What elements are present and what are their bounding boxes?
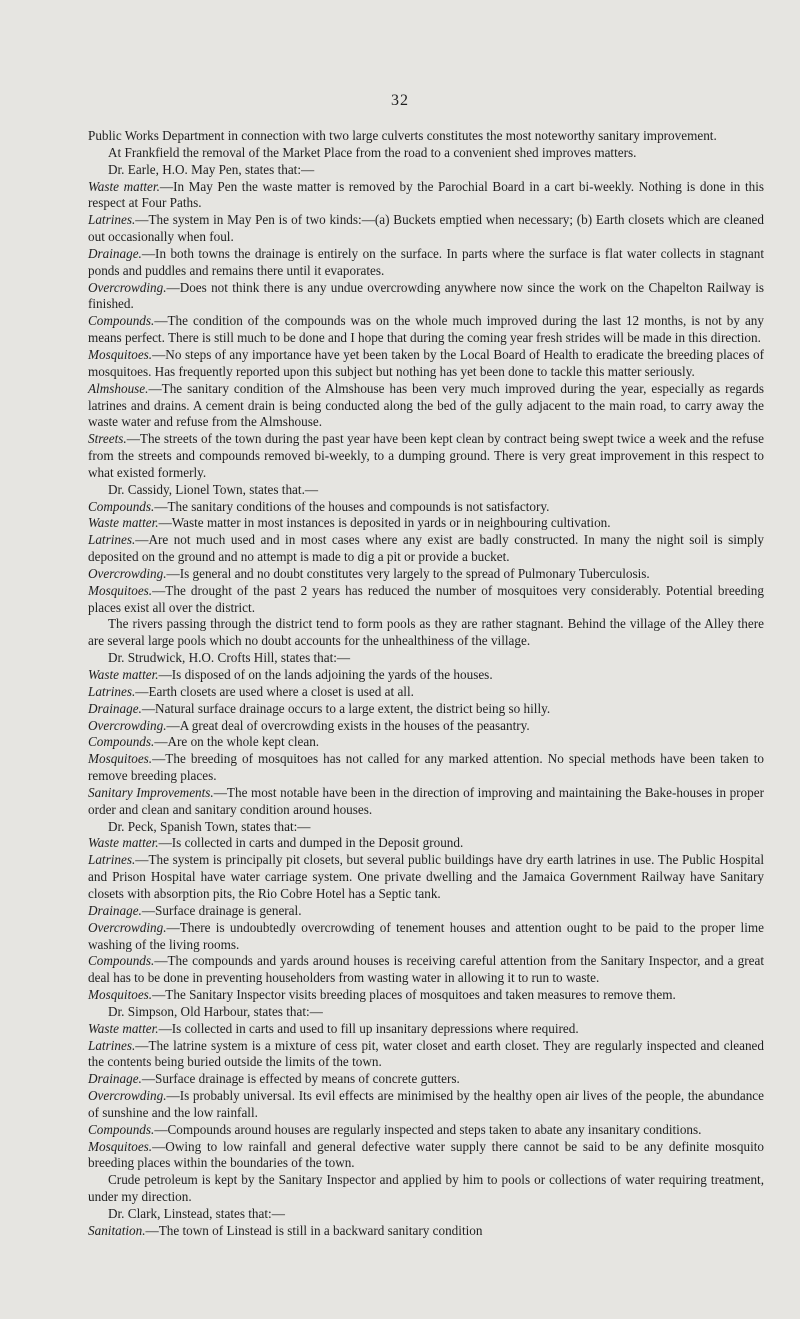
section-heading: Mosquitoes. <box>88 582 153 598</box>
paragraph <box>88 751 764 785</box>
paragraph-text: —The compounds and yards around houses is receiving careful attention from the Sanitary Inspector, and a great deal has to be done in preventing householders from wasting water in allowing it to run to waste. <box>88 953 764 986</box>
paragraph-text: —Natural surface drainage occurs to a large extent, the district being so hilly. <box>141 700 551 716</box>
paragraph <box>88 532 764 566</box>
paragraph <box>88 616 764 650</box>
paragraph-text: —There is undoubtedly overcrowding of tenement houses and attention ought to be paid to the proper lime washing of the living rooms. <box>88 919 764 952</box>
paragraph <box>88 1071 764 1088</box>
paragraph-text: —Are on the whole kept clean. <box>154 734 320 750</box>
paragraph <box>88 1172 764 1206</box>
paragraph <box>88 381 764 432</box>
paragraph-text: —Surface drainage is effected by means of concrete gutters. <box>141 1071 460 1087</box>
paragraph <box>88 566 764 583</box>
section-heading: Mosquitoes. <box>88 987 153 1003</box>
section-heading: Latrines. <box>88 683 136 699</box>
section-heading: Latrines. <box>88 532 136 548</box>
section-heading: Overcrowding. <box>88 279 167 295</box>
section-heading: Waste matter. <box>88 835 159 851</box>
section-heading: Compounds. <box>88 313 155 329</box>
paragraph <box>88 128 764 145</box>
officer-statement <box>88 1004 764 1021</box>
paragraph-text: —The drought of the past 2 years has reduced the number of mosquitoes very considerably. Potential breeding places exist all over the district. <box>88 582 764 615</box>
section-heading: Almshouse. <box>88 380 149 396</box>
paragraph-text: —The town of Linstead is still in a backward sanitary condition <box>145 1222 483 1238</box>
section-heading: Streets. <box>88 431 127 447</box>
paragraph-text: —No steps of any importance have yet been taken by the Local Board of Health to eradicate the breeding places of mosquitoes. Has frequently reported upon this subject but nothing has yet been done to tackle this matter seriously. <box>88 346 764 379</box>
paragraph-text: —The sanitary condition of the Almshouse has been very much improved during the year, especially as regards latrines and drains. A cement drain is being conducted along the bed of the gully adjacent to the main road, to carry away the waste water and refuse from the Almshouse. <box>88 380 764 430</box>
paragraph-text: —Compounds around houses are regularly inspected and steps taken to abate any insanitary conditions. <box>154 1121 702 1137</box>
section-heading: Drainage. <box>88 700 142 716</box>
section-heading: Waste matter. <box>88 178 160 194</box>
paragraph <box>88 953 764 987</box>
paragraph-text: —Is collected in carts and used to fill up insanitary depressions where required. <box>158 1020 579 1036</box>
paragraph-text: —Surface drainage is general. <box>141 902 302 918</box>
paragraph <box>88 835 764 852</box>
section-heading: Sanitary Improvements. <box>88 784 214 800</box>
paragraph-text: —The Sanitary Inspector visits breeding places of mosquitoes and taken measures to remove them. <box>152 987 676 1003</box>
section-heading: Waste matter. <box>88 1020 159 1036</box>
paragraph-text: —In May Pen the waste matter is removed by the Parochial Board in a cart bi-weekly. Nothing is done in this respect at Four Paths. <box>88 178 764 211</box>
paragraph <box>88 179 764 213</box>
officer-statement <box>88 650 764 667</box>
paragraph-text: —Owing to low rainfall and general defective water supply there cannot be said to be any definite mosquito breeding places within the boundaries of the town. <box>88 1138 764 1171</box>
section-heading: Latrines. <box>88 852 136 868</box>
section-heading: Overcrowding. <box>88 717 167 733</box>
section-heading: Mosquitoes. <box>88 1138 153 1154</box>
officer-statement <box>88 819 764 836</box>
section-heading: Overcrowding. <box>88 565 167 581</box>
paragraph <box>88 920 764 954</box>
paragraph <box>88 734 764 751</box>
paragraph <box>88 313 764 347</box>
section-heading: Overcrowding. <box>88 919 167 935</box>
paragraph <box>88 1139 764 1173</box>
paragraph <box>88 212 764 246</box>
paragraph-text: —The system in May Pen is of two kinds:—(a) Buckets emptied when necessary; (b) Earth closets which are cleaned out occasionally when foul. <box>88 212 764 245</box>
paragraph <box>88 515 764 532</box>
section-heading: Latrines. <box>88 1037 136 1053</box>
paragraph <box>88 718 764 735</box>
page-number: 32 <box>391 92 409 109</box>
report-body <box>88 128 764 1240</box>
section-heading: Waste matter. <box>88 667 159 682</box>
paragraph-text: Dr. Strudwick, H.O. Crofts Hill, states that:— <box>108 650 351 666</box>
paragraph-text: —Does not think there is any undue overcrowding anywhere now since the work on the Chapelton Railway is finished. <box>88 279 764 312</box>
paragraph-text: —The system is principally pit closets, but several public buildings have dry earth latrines in use. The Public Hospital and Prison Hospital have water carriage system. One private dwelling and the Jamaica Government Railway have Sanitary closets with absorption pits, the Rio Cobre Hotel has a Septic tank. <box>88 852 764 901</box>
paragraph-text: Dr. Cassidy, Lionel Town, states that.— <box>108 481 319 497</box>
paragraph <box>88 1223 764 1240</box>
paragraph-text: —In both towns the drainage is entirely on the surface. In parts where the surface is flat water collects in stagnant ponds and puddles and remains there until it evaporates. <box>88 245 764 278</box>
paragraph-text: —Are not much used and in most cases where any exist are badly constructed. In many the night soil is simply deposited on the ground and no attempt is made to dig a pit or provide a bucket. <box>88 532 764 565</box>
paragraph <box>88 431 764 482</box>
section-heading: Drainage. <box>88 1071 142 1087</box>
paragraph <box>88 499 764 516</box>
paragraph <box>88 1038 764 1072</box>
paragraph-text: Dr. Clark, Linstead, states that:— <box>108 1206 285 1221</box>
paragraph-text: —Is general and no doubt constitutes very largely to the spread of Pulmonary Tuberculosis. <box>166 565 650 581</box>
paragraph-text: Dr. Earle, H.O. May Pen, states that:— <box>108 161 315 177</box>
paragraph-text: —The streets of the town during the past year have been kept clean by contract being swept twice a week and the refuse from the streets and compounds removed bi-weekly, to a dumping ground. There is very great improvement in this respect to what existed formerly. <box>88 431 764 480</box>
section-heading: Compounds. <box>88 734 155 750</box>
paragraph <box>88 1122 764 1139</box>
paragraph-text: Dr. Peck, Spanish Town, states that:— <box>108 818 311 834</box>
paragraph <box>88 785 764 819</box>
section-heading: Mosquitoes. <box>88 346 153 362</box>
paragraph-text: —A great deal of overcrowding exists in the houses of the peasantry. <box>166 717 530 733</box>
officer-statement <box>88 1206 764 1223</box>
paragraph <box>88 987 764 1004</box>
paragraph-text: At Frankfield the removal of the Market Place from the road to a convenient shed improves matters. <box>108 144 637 160</box>
paragraph <box>88 667 764 684</box>
paragraph <box>88 583 764 617</box>
paragraph <box>88 1021 764 1038</box>
paragraph <box>88 903 764 920</box>
paragraph <box>88 701 764 718</box>
paragraph-text: —The sanitary conditions of the houses and compounds is not satisfactory. <box>154 498 550 514</box>
paragraph-text: —The breeding of mosquitoes has not called for any marked attention. No special methods have been taken to remove breeding places. <box>88 751 764 784</box>
paragraph-text: —The condition of the compounds was on the whole much improved during the last 12 months, is not by any means perfect. There is still much to be done and I hope that during the coming year fresh strides will be made in this direction. <box>88 313 764 346</box>
paragraph-text: —Earth closets are used where a closet is used at all. <box>135 683 414 699</box>
paragraph <box>88 347 764 381</box>
paragraph <box>88 684 764 701</box>
paragraph-text: —Is probably universal. Its evil effects are minimised by the healthy open air lives of the people, the abundance of sunshine and the low rainfall. <box>88 1088 764 1120</box>
paragraph-text: Public Works Department in connection with two large culverts constitutes the most noteworthy sanitary improvement. <box>88 128 717 143</box>
paragraph <box>88 852 764 903</box>
section-heading: Sanitation. <box>88 1222 146 1238</box>
paragraph-text: —Waste matter in most instances is deposited in yards or in neighbouring cultivation. <box>158 515 611 531</box>
section-heading: Overcrowding. <box>88 1088 167 1104</box>
section-heading: Drainage. <box>88 902 142 918</box>
paragraph-text: Dr. Simpson, Old Harbour, states that:— <box>108 1003 323 1019</box>
section-heading: Compounds. <box>88 1121 155 1137</box>
section-heading: Mosquitoes. <box>88 751 153 767</box>
paragraph-text: —The latrine system is a mixture of cess pit, water closet and earth closet. They are regularly inspected and cleaned the contents being buried outside the limits of the town. <box>88 1037 764 1070</box>
paragraph <box>88 246 764 280</box>
officer-statement <box>88 482 764 499</box>
paragraph <box>88 145 764 162</box>
section-heading: Compounds. <box>88 498 155 514</box>
section-heading: Drainage. <box>88 245 142 261</box>
section-heading: Compounds. <box>88 953 155 969</box>
paragraph-text: Crude petroleum is kept by the Sanitary Inspector and applied by him to pools or collections of water requiring treatment, under my direction. <box>88 1172 764 1205</box>
section-heading: Waste matter. <box>88 515 159 531</box>
paragraph-text: The rivers passing through the district tend to form pools as they are rather stagnant. Behind the village of the Alley there are several large pools which no doubt accounts for the unhealthiness of the village. <box>88 616 764 649</box>
paragraph-text: —Is disposed of on the lands adjoining the yards of the houses. <box>158 667 493 682</box>
paragraph-text: —Is collected in carts and dumped in the Deposit ground. <box>158 835 464 851</box>
section-heading: Latrines. <box>88 212 136 228</box>
paragraph <box>88 1088 764 1122</box>
paragraph-text: —The most notable have been in the direction of improving and maintaining the Bake-houses in proper order and clean and sanitary condition around houses. <box>88 784 764 817</box>
officer-statement <box>88 162 764 179</box>
paragraph <box>88 280 764 314</box>
